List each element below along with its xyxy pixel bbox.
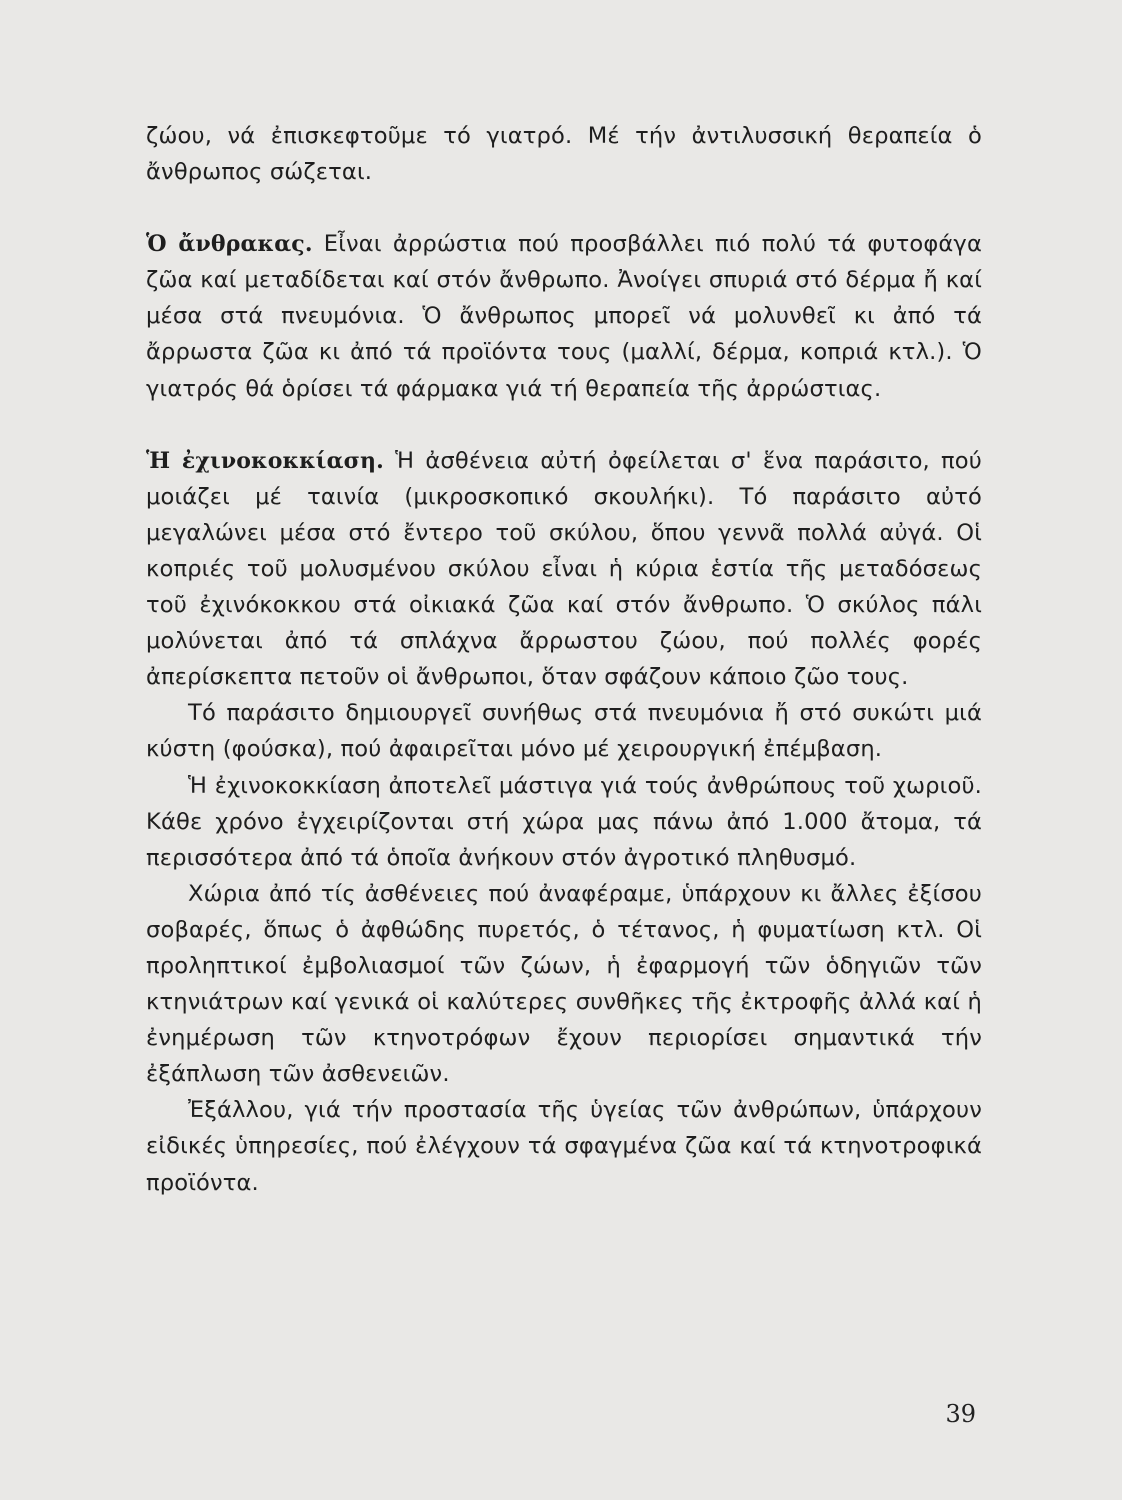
paragraph-rabies-end: [146, 118, 982, 190]
paragraph-parasite-cyst: [146, 695, 982, 767]
body-text: [146, 118, 982, 1201]
paragraph-text: Ἐξάλλου, γιά τήν προστασία τῆς ὑγείας τῶν ἀνθρώπων, ὑπάρχουν εἰδικές ὑπηρεσίες, πού ἐλέγχουν τά σφαγμένα ζῶα καί τά κτηνοτροφικά προϊόντα.: [146, 1097, 982, 1196]
paragraph-text: Ἡ ἀσθένεια αὐτή ὀφείλεται σ' ἕνα παράσιτο, πού μοιάζει μέ ταινία (μικροσκοπικό σκουλήκι). Τό παράσιτο αὐτό μεγαλώνει μέσα στό ἔντερο τοῦ σκύλου, ὅπου γεννᾶ πολλά αὐγά. Οἱ κοπριές τοῦ μολυσμένου σκύλου εἶναι ἡ κύρια ἑστία τῆς μεταδόσεως τοῦ ἐχινόκοκκου στά οἰκιακά ζῶα καί στόν ἄνθρωπο. Ὁ σκύλος πάλι μολύνεται ἀπό τά σπλάχνα ἄρρωστου ζώου, πού πολλές φορές ἀπερίσκεπτα πετοῦν οἱ ἄνθρωποι, ὅταν σφάζουν κάποιο ζῶο τους.: [146, 447, 982, 691]
paragraph-text: ζώου, νά ἐπισκεφτοῦμε τό γιατρό. Μέ τήν ἀντιλυσσική θεραπεία ὁ ἄνθρωπος σώζεται.: [146, 123, 982, 186]
paragraph-text: Τό παράσιτο δημιουργεῖ συνήθως στά πνευμόνια ἤ στό συκώτι μιά κύστη (φούσκα), πού ἀφαιρεῖται μόνο μέ χειρουργική ἐπέμβαση.: [146, 700, 982, 763]
paragraph-anthrax: [146, 226, 982, 406]
paragraph-echinococcosis: [146, 443, 982, 696]
paragraph-health-services: [146, 1092, 982, 1200]
page-number: 39: [945, 1400, 976, 1428]
paragraph-echinococcosis-scourge: [146, 768, 982, 876]
section-heading-echinococcosis: Ἡ ἐχινοκοκκίαση.: [146, 447, 384, 474]
paragraph-text: Ἡ ἐχινοκοκκίαση ἀποτελεῖ μάστιγα γιά τούς ἀνθρώπους τοῦ χωριοῦ. Κάθε χρόνο ἐγχειρίζονται στή χώρα μας πάνω ἀπό 1.000 ἄτομα, τά περισσότερα ἀπό τά ὁποῖα ἀνήκουν στόν ἀγροτικό πληθυσμό.: [146, 772, 982, 871]
paragraph-text: Εἶναι ἀρρώστια πού προσβάλλει πιό πολύ τά φυτοφάγα ζῶα καί μεταδίδεται καί στόν ἄνθρωπο. Ἀνοίγει σπυριά στό δέρμα ἤ καί μέσα στά πνευμόνια. Ὁ ἄνθρωπος μπορεῖ νά μολυνθεῖ κι ἀπό τά ἄρρωστα ζῶα κι ἀπό τά προϊόντα τους (μαλλί, δέρμα, κοπριά κτλ.). Ὁ γιατρός θά ὁρίσει τά φάρμακα γιά τή θεραπεία τῆς ἀρρώστιας.: [146, 231, 982, 402]
paragraph-text: Χώρια ἀπό τίς ἀσθένειες πού ἀναφέραμε, ὑπάρχουν κι ἄλλες ἐξίσου σοβαρές, ὅπως ὁ ἀφθώδης πυρετός, ὁ τέτανος, ἡ φυματίωση κτλ. Οἱ προληπτικοί ἐμβολιασμοί τῶν ζώων, ἡ ἐφαρμογή τῶν ὁδηγιῶν τῶν κτηνιάτρων καί γενικά οἱ καλύτερες συνθῆκες τῆς ἐκτροφῆς ἀλλά καί ἡ ἐνημέρωση τῶν κτηνοτρόφων ἔχουν περιορίσει σημαντικά τήν ἐξάπλωση τῶν ἀσθενειῶν.: [146, 880, 982, 1088]
section-heading-anthrax: Ὁ ἄνθρακας.: [146, 231, 313, 258]
paragraph-other-diseases: [146, 876, 982, 1093]
